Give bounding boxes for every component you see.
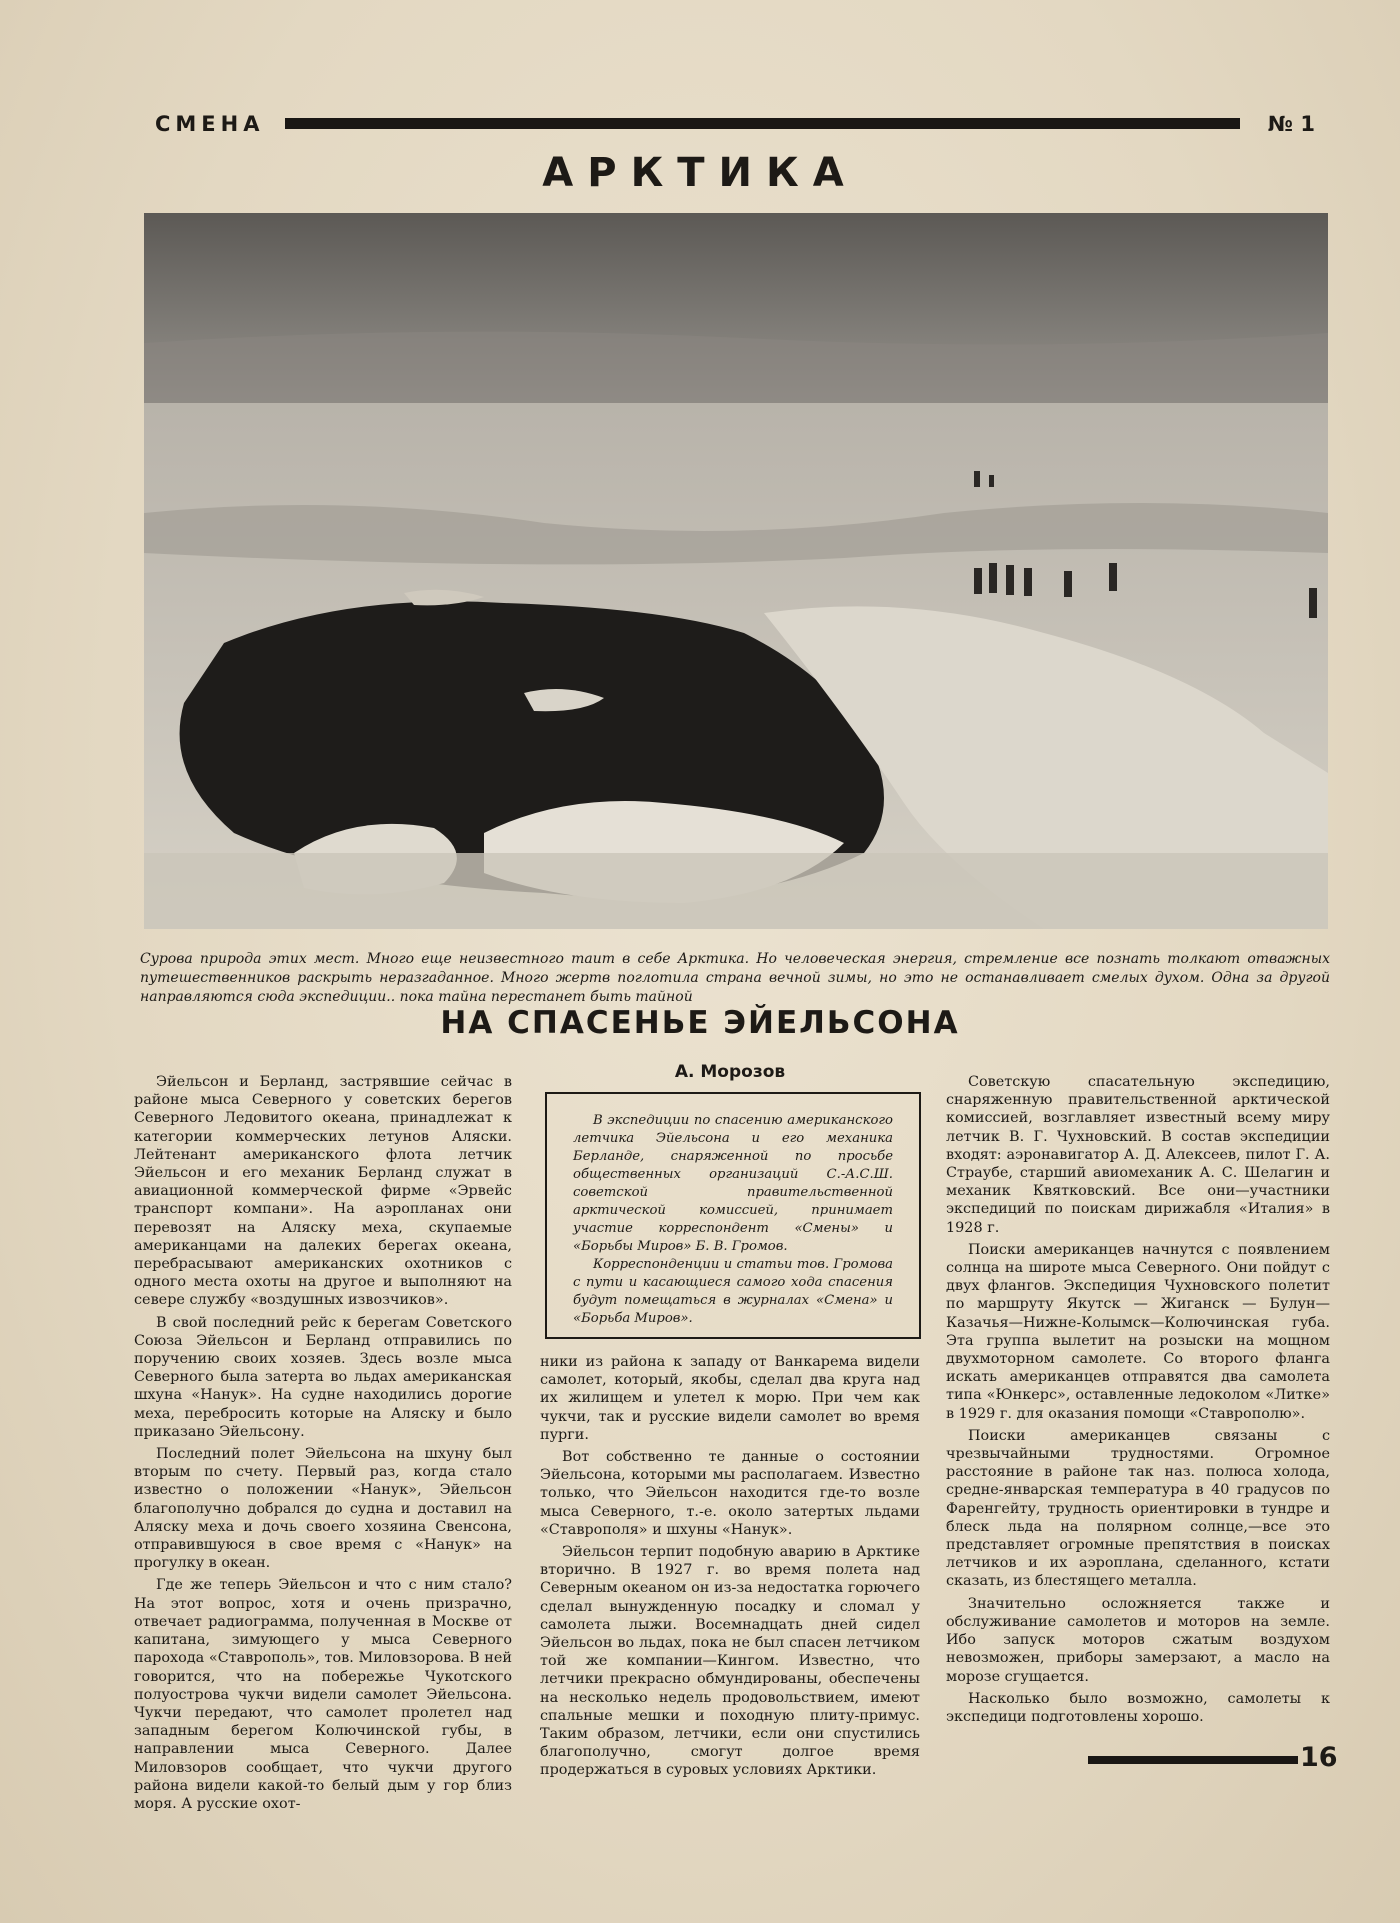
masthead [155,112,1315,134]
issue-number: № 1 [1267,112,1315,136]
arctic-ice-photo [144,213,1328,929]
photo-caption: Сурова природа этих мест. Много еще неизвестного таит в себе Арктика. Но человеческая энергия, стремление все познать толкают отважных путешественников раскрыть неразгаданное. Много жертв поглотила страна вечной зимы, но это не останавливает смелых духом. Одна за другой направляются сюда экспедиции.. пока тайна перестанет быть тайной [140,951,1330,1005]
page-number: 16 [1300,1742,1338,1773]
article-column-2 [540,1353,920,1784]
paragraph: Эйельсон и Берланд, застрявшие сейчас в районе мыса Северного у советских берегов Северного Ледовитого океана, принадлежат к категории коммерческих летунов Аляски. Лейтенант американского флота летчик Эйельсон и его механик Берланд служат в авиационной коммерческой фирме «Эрвейс транспорт компани». На аэропланах они перевозят на Аляску меха, скупаемые американцами на далеких берегах океана, перебрасывают американских охотников с одного места охоты на другое и выполняют на севере службу «воздушных извозчиков». [134,1074,512,1309]
paragraph: Поиски американцев связаны с чрезвычайными трудностями. Огромное расстояние в районе так наз. полюса холода, средне-январская температура в 40 градусов по Фаренгейту, трудность ориентировки в тундре и блеск льда на полярном солнце,—все это представляет огромные препятствия в поисках летчиков и их аэроплана, сделанного, кстати сказать, из блестящего металла. [946,1427,1330,1590]
paragraph: Вот собственно те данные о состоянии Эйельсона, которыми мы располагаем. Известно только, что Эйельсон находится где-то возле мыса Северного, т.-е. около затертых льдами «Ставрополя» и шхуны «Нанук». [540,1449,920,1538]
paragraph: Эйельсон терпит подобную аварию в Арктике вторично. В 1927 г. во время полета над Северным океаном он из-за недостатка горючего сделал вынужденную посадку и сломал у самолета лыжи. Восемнадцать дней сидел Эйельсон во льдах, пока не был спасен летчиком той же компании—Кингом. Известно, что летчики прекрасно обмундированы, обеспечены на несколько недель продовольствием, имеют спальные мешки и походную плиту-примус. Таким образом, летчики, если они спустились благополучно, смогут долгое время продержаться в суровых условиях Арктики. [540,1544,920,1779]
masthead-rule [285,118,1240,129]
paragraph: Последний полет Эйельсона на шхуну был вторым по счету. Первый раз, когда стало известно о положении «Нанук», Эйельсон благополучно добрался до судна и доставил на Аляску меха и дочь своего хозяина Свенсона, отправившуюся в свое время с «Нанук» на прогулку в океан. [134,1446,512,1572]
footer-rule [1088,1756,1298,1764]
paragraph: ники из района к западу от Ванкарема видели самолет, который, якобы, сделал два круга над их жилищем и улетел к морю. При чем как чукчи, так и русские видели самолет во время пурги. [540,1354,920,1443]
note-paragraph: Корреспонденции и статьи тов. Громова с пути и касающиеся самого хода спасения будут помещаться в журналах «Смена» и «Борьба Миров». [573,1257,893,1326]
paragraph: Советскую спасательную экспедицию, снаряженную правительственной арктической комиссией, возглавляет известный всему миру летчик В. Г. Чухновский. В состав экспедиции входят: аэронавигатор А. Д. Алексеев, пилот Г. А. Страубе, старший авиомеханик А. С. Шелагин и механик Квятковский. Все они—участники экспедиций по поискам дирижабля «Италия» в 1928 г. [946,1074,1330,1236]
paragraph: Насколько было возможно, самолеты к экспедици подготовлены хорошо. [946,1690,1330,1725]
paragraph: Поиски американцев начнутся с появлением солнца на широте мыса Северного. Они пойдут с двух флангов. Экспедиция Чухновского полетит по маршруту Якутск — Жиганск — Булун—Казачья—Нижне-Колымск—Колючинская губа. Эта группа вылетит на розыски на мощном двухмоторном самолете. Со второго фланга искать американцев отправятся два самолета типа «Юнкерс», оставленные ледоколом «Литке» в 1929 г. для оказания помощи «Ставрополю». [946,1241,1330,1422]
magazine-name: СМЕНА [155,112,265,136]
article-author: А. Морозов [674,1062,786,1082]
paragraph: Значительно осложняется также и обслуживание самолетов и моторов на земле. Ибо запуск моторов сжатым воздухом невозможен, приборы замерзают, а масло на морозе сгущается. [946,1595,1330,1685]
editorial-note-box [545,1092,921,1339]
paragraph: В свой последний рейс к берегам Советского Союза Эйельсон и Берланд отправились по поручению своих хозяев. Здесь возле мыса Северного была затерта во льдах американская шхуна «Нанук». На судне находились дорогие меха, перебросить которые на Аляску и было приказано Эйельсону. [134,1314,512,1440]
article-column-3 [946,1073,1330,1730]
paragraph: Где же теперь Эйельсон и что с ним стало? На этот вопрос, хотя и очень призрачно, отвечает радиограмма, полученная в Москве от капитана, зимующего у мыса Северного парохода «Ставрополь», тов. Миловзорова. В ней говорится, что на побережье Чукотского полуострова чукчи видели самолет Эйельсона. Чукчи передают, что самолет пролетел над западным берегом Колючинской губы, в направлении мыса Северного. Далее Миловзоров сообщает, что чукчи другого района видели какой-то белый дым у гор близ моря. А русские охот- [134,1577,512,1812]
page-title: АРКТИКА [542,150,858,196]
note-paragraph: В экспедиции по спасению американского летчика Эйельсона и его механика Берланде, снаряженной по просьбе общественных организаций С.-А.С.Ш. советской правительственной арктической комиссией, принимает участие корреспондент «Смены» и «Борьбы Миров» Б. В. Громов. [573,1113,893,1254]
article-column-1 [134,1073,512,1817]
article-title: НА СПАСЕНЬЕ ЭЙЕЛЬСОНА [440,1005,960,1041]
